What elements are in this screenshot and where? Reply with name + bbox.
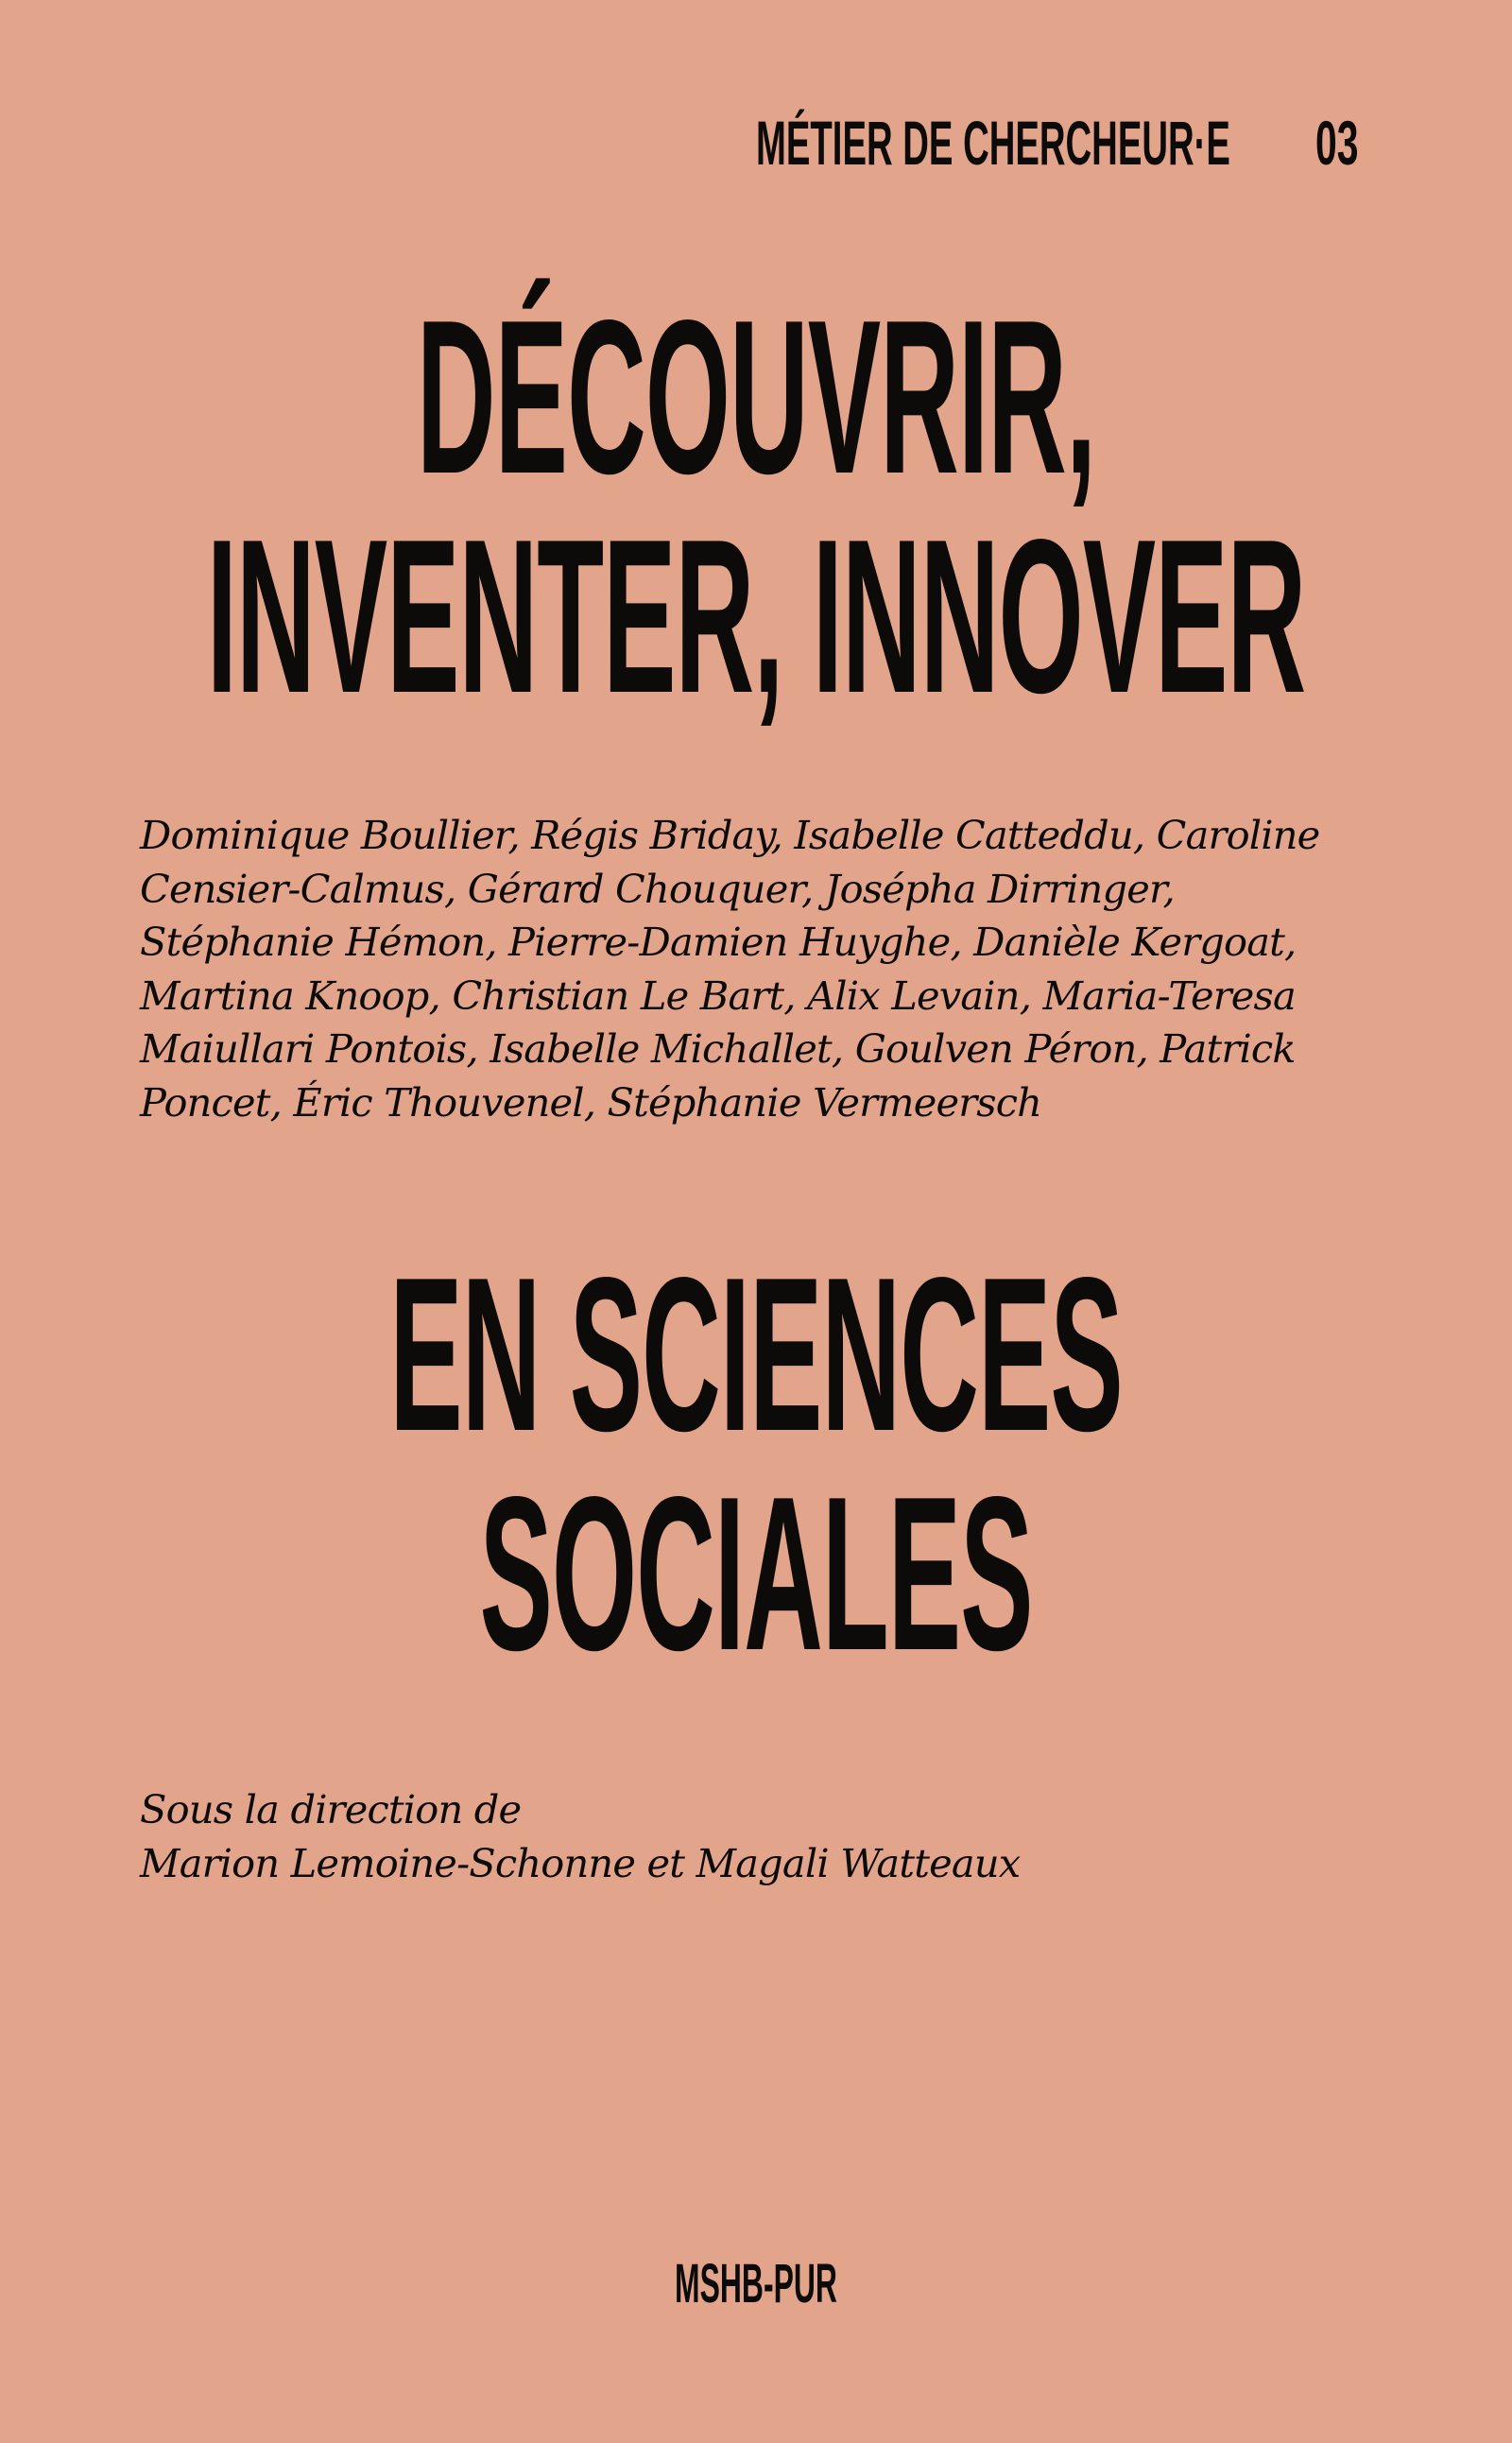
main-title-line-1: DÉCOUVRIR, [416,275,1096,520]
publisher-area [0,2253,1512,2314]
author-line: Dominique Boullier, Régis Briday, Isabelle Catteddu, Caroline [140,812,1320,858]
series-number: 03 [1315,108,1359,178]
main-title-line [0,494,1512,739]
author-line: Maiullari Pontois, Isabelle Michallet, Goulven Péron, Patrick [140,1025,1296,1072]
publisher-name: MSHB-PUR [675,2253,837,2314]
editors-names: Marion Lemoine-Schonne et Magali Watteaux [140,1839,1021,1886]
subtitle-line [0,1232,1512,1477]
author-list [140,809,1359,1129]
main-title-line-2: INVENTER, INNOVER [206,494,1306,739]
author-line: Poncet, Éric Thouvenel, Stéphanie Vermeersch [140,1078,1042,1126]
main-title [0,275,1512,739]
main-title-line [0,275,1512,520]
subtitle-line-2: SOCIALES [479,1452,1033,1696]
subtitle-line-1: EN SCIENCES [389,1232,1123,1477]
series-name: MÉTIER DE CHERCHEUR·E [756,108,1230,178]
editorial-direction [140,1783,1020,1890]
subtitle [0,1232,1512,1696]
subtitle-line [0,1452,1512,1696]
author-line: Martina Knoop, Christian Le Bart, Alix Levain, Maria-Teresa [140,972,1296,1019]
author-line: Stéphanie Hémon, Pierre-Damien Huyghe, Danièle Kergoat, [140,919,1297,965]
author-line: Censier-Calmus, Gérard Chouquer, Josépha Dirringer, [140,865,1175,912]
direction-label: Sous la direction de [140,1786,522,1832]
